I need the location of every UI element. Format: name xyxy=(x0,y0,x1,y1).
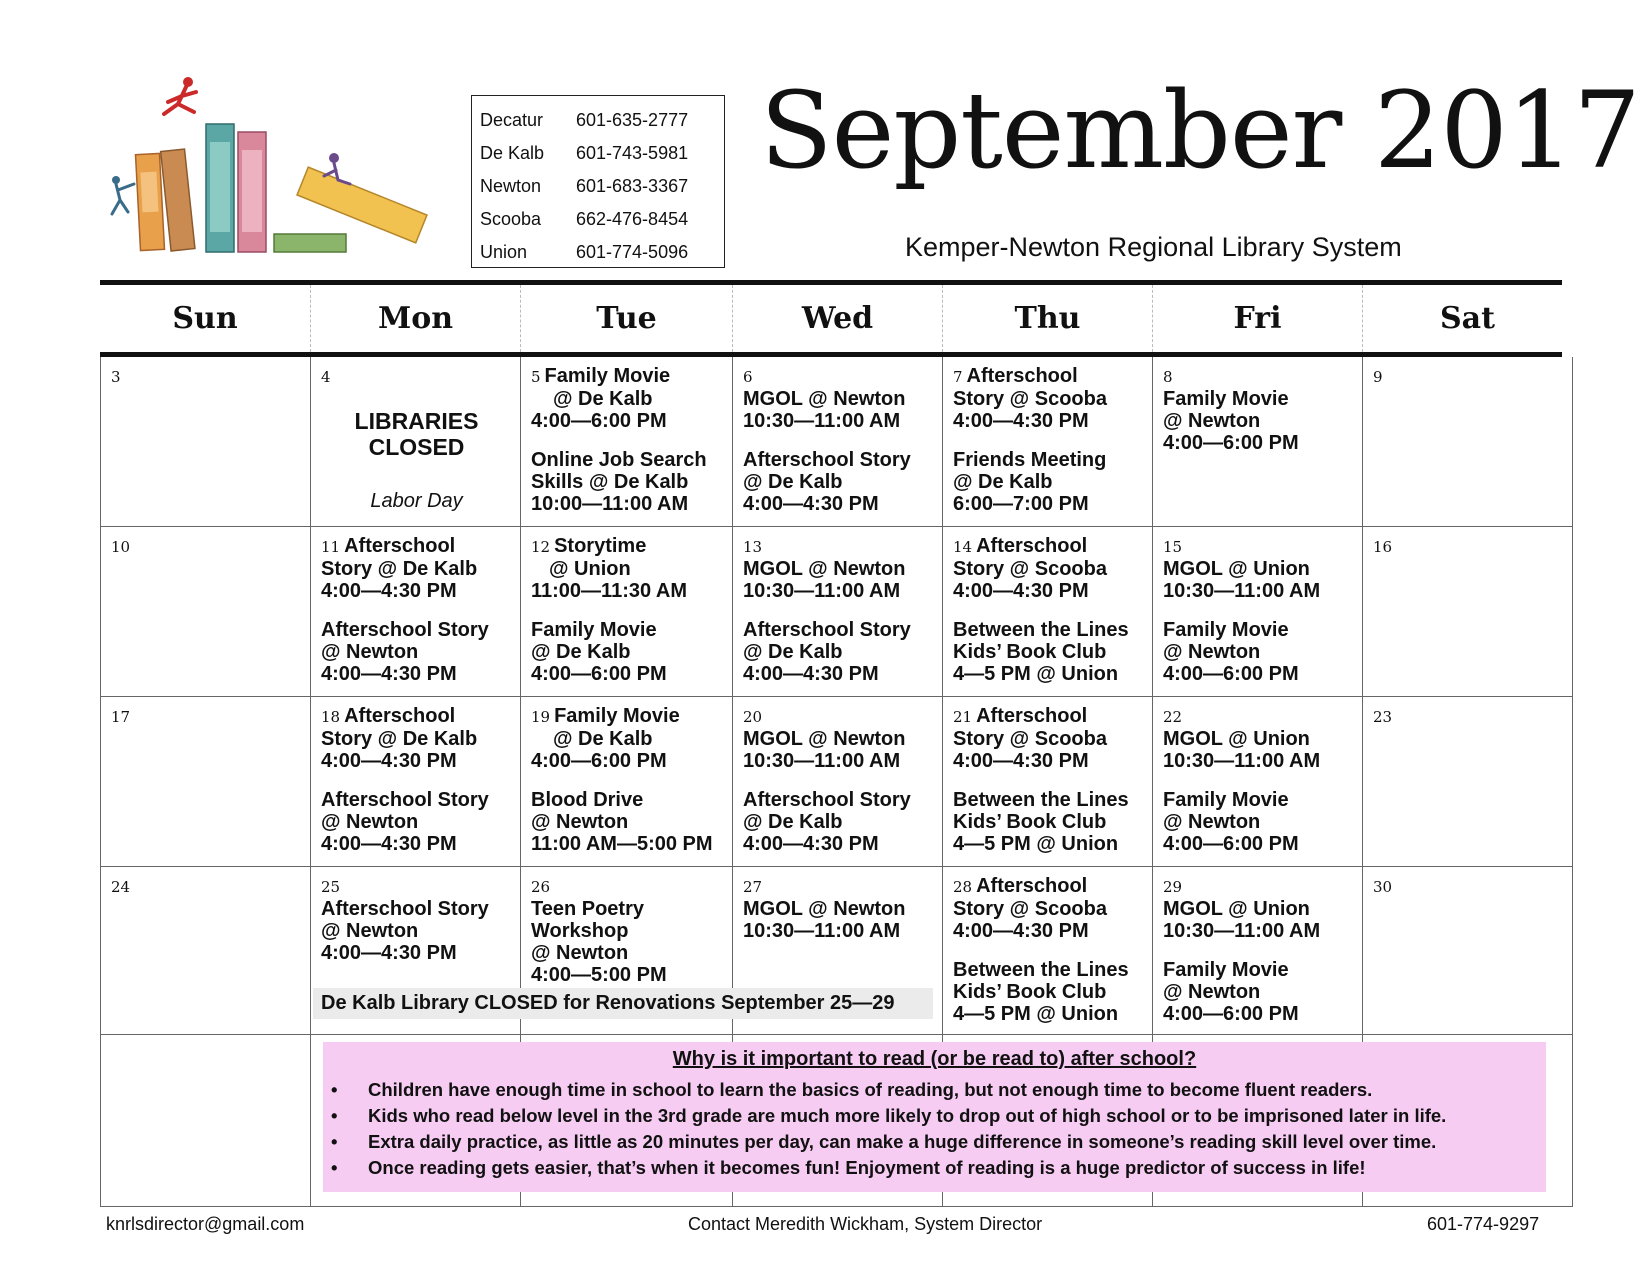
weekday-tue: Tue xyxy=(520,285,732,352)
branch-phone: 662-476-8454 xyxy=(576,209,689,229)
empty-cell xyxy=(101,1035,311,1207)
day-cell xyxy=(943,527,1153,697)
event-line: MGOL @ Newton xyxy=(743,728,906,750)
footer-phone: 601-774-9297 xyxy=(1427,1214,1540,1234)
weekday-mon: Mon xyxy=(310,285,520,352)
day-number: 7 xyxy=(953,368,963,386)
day-number: 29 xyxy=(1163,878,1183,896)
event-line: @ Newton xyxy=(1163,811,1261,833)
day-number: 13 xyxy=(743,538,763,556)
event-line: 10:30—11:00 AM xyxy=(743,920,901,942)
event-line: Afterschool Story xyxy=(321,619,489,641)
event-spacer xyxy=(953,772,1144,789)
event-line: 11:00 AM—5:00 PM xyxy=(531,833,713,855)
weekday-wed: Wed xyxy=(732,285,942,352)
tip-text xyxy=(368,1079,1372,1101)
branch-name: Union xyxy=(480,242,528,262)
event-line: 10:30—11:00 AM xyxy=(743,750,901,772)
event-spacer xyxy=(1163,772,1354,789)
day-cell xyxy=(521,357,733,527)
bullet-icon: • xyxy=(331,1105,338,1126)
event-spacer xyxy=(1163,602,1354,619)
event-spacer xyxy=(743,602,934,619)
day-cell xyxy=(1363,697,1573,867)
reading-tips-box xyxy=(323,1042,1546,1192)
event-line: Between the Lines xyxy=(953,619,1129,641)
book-brown xyxy=(161,149,195,251)
book-green xyxy=(274,234,346,252)
contact-row xyxy=(480,137,724,170)
bullet-icon: • xyxy=(331,1131,338,1152)
day-number: 28 xyxy=(953,878,973,896)
day-cell xyxy=(101,357,311,527)
event-line: 4:00—4:30 PM xyxy=(953,580,1089,602)
bullet-icon: • xyxy=(331,1157,338,1178)
event-line: @ Newton xyxy=(531,811,629,833)
tip-emphasis: not enough time xyxy=(998,1079,1142,1100)
book-yellow-tilted xyxy=(297,167,427,243)
contact-row xyxy=(480,104,724,137)
book-pink xyxy=(238,132,266,252)
day-cell xyxy=(1363,527,1573,697)
tip-item xyxy=(323,1155,1546,1181)
tip-text-part: Children have enough time in school to learn the basics of reading, but xyxy=(368,1079,999,1100)
event-line: Afterschool Story xyxy=(743,449,911,471)
event-spacer xyxy=(953,602,1144,619)
event-line: Story @ Scooba xyxy=(953,898,1107,920)
event-line: 4:00—6:00 PM xyxy=(531,410,667,432)
event-line: Afterschool Story xyxy=(321,898,489,920)
day-cell xyxy=(943,357,1153,527)
event-spacer xyxy=(953,942,1144,959)
contact-row xyxy=(480,170,724,203)
event-line: Between the Lines xyxy=(953,789,1129,811)
event-line: 4:00—4:30 PM xyxy=(953,410,1089,432)
event-line: Story @ Scooba xyxy=(953,388,1107,410)
event-line: Between the Lines xyxy=(953,959,1129,981)
week-row xyxy=(100,527,1562,697)
event-line: MGOL @ Union xyxy=(1163,898,1310,920)
event-line: Skills @ De Kalb xyxy=(531,471,689,493)
event-line: Blood Drive xyxy=(531,789,644,811)
weekday-sat: Sat xyxy=(1362,285,1572,352)
day-cell xyxy=(311,527,521,697)
tips-list xyxy=(323,1077,1546,1181)
day-cell xyxy=(943,697,1153,867)
tip-text xyxy=(368,1105,1446,1127)
day-number: 6 xyxy=(743,368,753,386)
event-line: Family Movie xyxy=(1163,388,1289,410)
event-spacer xyxy=(321,772,512,789)
event-title: Storytime xyxy=(554,535,647,557)
event-line: 4—5 PM @ Union xyxy=(953,663,1119,685)
event-line: 4—5 PM @ Union xyxy=(953,833,1119,855)
renovation-banner: De Kalb Library CLOSED for Renovations September 25—29 xyxy=(313,988,933,1019)
tip-text-part: Kids who read below level in the 3rd grade are much more likely to drop out of high school or to be imprisoned later in life. xyxy=(368,1105,1447,1126)
event-line: 4:00—4:30 PM xyxy=(321,580,457,602)
branch-name: De Kalb xyxy=(480,143,545,163)
event-line: 4:00—6:00 PM xyxy=(1163,1003,1299,1025)
day-cell xyxy=(1153,867,1363,1035)
tip-item xyxy=(323,1103,1546,1129)
event-line: @ De Kalb xyxy=(743,641,843,663)
tips-heading: Why is it important to read (or be read to) after school? xyxy=(672,1048,1197,1070)
branch-name: Decatur xyxy=(480,110,544,130)
event-line: 11:00—11:30 AM xyxy=(531,580,688,602)
branch-phone: 601-683-3367 xyxy=(576,176,689,196)
book-teal xyxy=(206,124,234,252)
weekday-sun: Sun xyxy=(172,301,238,336)
day-number: 25 xyxy=(321,878,341,896)
event-line: @ De Kalb xyxy=(553,388,653,410)
book-orange xyxy=(136,153,165,250)
day-number: 21 xyxy=(953,708,973,726)
event-spacer xyxy=(1163,942,1354,959)
day-cell xyxy=(1363,357,1573,527)
day-cell xyxy=(521,527,733,697)
tip-text-part: Extra daily practice, as little as 20 minutes per day, can make a huge difference in someone’s reading skill level over time. xyxy=(368,1131,1437,1152)
tip-text-part: to become fluent readers. xyxy=(1142,1079,1373,1100)
page-title: September 2017 xyxy=(760,69,1640,192)
event-title: Afterschool xyxy=(976,875,1088,897)
day-number: 12 xyxy=(531,538,551,556)
day-cell xyxy=(943,867,1153,1035)
week-row xyxy=(100,697,1562,867)
event-line: LIBRARIES xyxy=(354,408,479,434)
event-spacer xyxy=(743,432,934,449)
event-title: Family Movie xyxy=(554,705,680,727)
event-line: Family Movie xyxy=(1163,789,1289,811)
event-line: MGOL @ Newton xyxy=(743,388,906,410)
books-logo xyxy=(98,72,428,268)
day-cell xyxy=(1153,527,1363,697)
day-cell xyxy=(311,357,521,527)
day-number: 5 xyxy=(531,368,541,386)
footer-email[interactable]: knrlsdirector@gmail.com xyxy=(106,1214,305,1234)
tip-text-part: Once reading gets easier, that’s when it becomes fun! Enjoyment of reading is a huge predictor of success in life! xyxy=(368,1157,1366,1178)
event-spacer xyxy=(743,772,934,789)
day-cell xyxy=(101,527,311,697)
day-number: 20 xyxy=(743,708,763,726)
event-title: Afterschool xyxy=(976,705,1088,727)
event-line: 4:00—4:30 PM xyxy=(743,493,879,515)
branch-phone: 601-635-2777 xyxy=(576,110,689,130)
event-line: 4:00—6:00 PM xyxy=(531,663,667,685)
weekday-header xyxy=(100,285,1562,352)
day-cell xyxy=(733,527,943,697)
event-line: 4:00—4:30 PM xyxy=(321,833,457,855)
event-line: 4:00—4:30 PM xyxy=(953,750,1089,772)
day-number: 11 xyxy=(321,538,341,556)
event-line: Story @ De Kalb xyxy=(321,728,478,750)
event-line: Afterschool Story xyxy=(743,619,911,641)
event-line: 10:30—11:00 AM xyxy=(743,580,901,602)
event-line: Story @ De Kalb xyxy=(321,558,478,580)
tip-text xyxy=(368,1131,1436,1153)
event-line: @ Newton xyxy=(321,641,419,663)
day-cell xyxy=(1363,867,1573,1035)
event-line: 4—5 PM @ Union xyxy=(953,1003,1119,1025)
day-cell xyxy=(1153,697,1363,867)
event-line: 4:00—4:30 PM xyxy=(953,920,1089,942)
event-title: Afterschool xyxy=(344,535,456,557)
event-line: MGOL @ Newton xyxy=(743,898,906,920)
event-line: 4:00—6:00 PM xyxy=(1163,432,1299,454)
day-cell xyxy=(101,867,311,1035)
event-line: @ Newton xyxy=(321,920,419,942)
day-cell xyxy=(1153,357,1363,527)
event-spacer xyxy=(531,432,724,449)
day-number: 10 xyxy=(111,538,131,556)
day-number: 9 xyxy=(1373,368,1383,386)
day-number: 14 xyxy=(953,538,973,556)
event-line: 10:30—11:00 AM xyxy=(743,410,901,432)
branch-name: Scooba xyxy=(480,209,542,229)
day-number: 23 xyxy=(1373,708,1393,726)
event-line: @ De Kalb xyxy=(743,471,843,493)
event-line: @ Newton xyxy=(321,811,419,833)
event-spacer xyxy=(531,602,724,619)
day-number: 17 xyxy=(111,708,131,726)
weekday-fri: Fri xyxy=(1152,285,1362,352)
event-line: 10:00—11:00 AM xyxy=(531,493,689,515)
bullet-icon: • xyxy=(331,1079,338,1100)
contact-row xyxy=(480,236,724,269)
week-row xyxy=(100,357,1562,527)
branch-phone: 601-774-5096 xyxy=(576,242,689,262)
event-line: 4:00—4:30 PM xyxy=(321,750,457,772)
day-cell xyxy=(521,697,733,867)
day-number: 18 xyxy=(321,708,341,726)
event-spacer xyxy=(531,772,724,789)
branch-phone-list xyxy=(471,95,725,268)
event-line: Family Movie xyxy=(531,619,657,641)
event-line: Story @ Scooba xyxy=(953,728,1107,750)
event-line: Kids’ Book Club xyxy=(953,981,1107,1003)
event-line: Online Job Search xyxy=(531,449,707,471)
event-title: Afterschool xyxy=(966,365,1078,387)
day-cell xyxy=(311,697,521,867)
tip-item xyxy=(323,1129,1546,1155)
library-system-name: Kemper-Newton Regional Library System xyxy=(905,232,1402,262)
event-line: @ De Kalb xyxy=(953,471,1053,493)
event-spacer xyxy=(321,602,512,619)
day-number: 27 xyxy=(743,878,763,896)
day-number: 30 xyxy=(1373,878,1393,896)
event-line: @ Newton xyxy=(531,942,629,964)
weekday-thu: Thu xyxy=(942,285,1152,352)
day-number: 15 xyxy=(1163,538,1183,556)
day-number: 8 xyxy=(1163,368,1173,386)
day-number: 24 xyxy=(111,878,131,896)
event-line: Story @ Scooba xyxy=(953,558,1107,580)
event-line: 4:00—4:30 PM xyxy=(321,942,457,964)
event-title: Afterschool xyxy=(976,535,1088,557)
event-line: 4:00—4:30 PM xyxy=(743,663,879,685)
branch-phone: 601-743-5981 xyxy=(576,143,689,163)
event-line: 10:30—11:00 AM xyxy=(1163,580,1321,602)
event-line: @ Union xyxy=(549,558,631,580)
event-line: MGOL @ Union xyxy=(1163,728,1310,750)
event-line: MGOL @ Newton xyxy=(743,558,906,580)
event-line: 10:30—11:00 AM xyxy=(1163,920,1321,942)
event-line: @ De Kalb xyxy=(531,641,631,663)
event-title: Family Movie xyxy=(544,365,671,387)
event-line: Kids’ Book Club xyxy=(953,641,1107,663)
tip-item xyxy=(323,1077,1546,1103)
jumping-figure xyxy=(164,77,196,114)
closed-notice xyxy=(321,408,512,460)
event-line: 10:30—11:00 AM xyxy=(1163,750,1321,772)
event-line: Teen Poetry xyxy=(531,898,644,920)
event-line: 4:00—4:30 PM xyxy=(743,833,879,855)
contact-row xyxy=(480,203,724,236)
day-number: 4 xyxy=(321,368,331,386)
tip-text xyxy=(368,1157,1366,1179)
event-line: Afterschool Story xyxy=(321,789,489,811)
event-line: @ De Kalb xyxy=(553,728,653,750)
event-line: 4:00—4:30 PM xyxy=(321,663,457,685)
footer-contact: Contact Meredith Wickham, System Director xyxy=(688,1214,1043,1234)
event-title: Afterschool xyxy=(344,705,456,727)
event-line: 6:00—7:00 PM xyxy=(953,493,1089,515)
day-number: 22 xyxy=(1163,708,1183,726)
event-line: 4:00—6:00 PM xyxy=(1163,663,1299,685)
event-line: Workshop xyxy=(531,920,629,942)
day-cell xyxy=(101,697,311,867)
event-line: Friends Meeting xyxy=(953,449,1107,471)
event-line: Kids’ Book Club xyxy=(953,811,1107,833)
event-line: 4:00—6:00 PM xyxy=(531,750,667,772)
holiday-label: Labor Day xyxy=(370,490,463,512)
event-line: @ Newton xyxy=(1163,981,1261,1003)
day-number: 26 xyxy=(531,878,551,896)
event-line: Family Movie xyxy=(1163,619,1289,641)
event-line: 4:00—6:00 PM xyxy=(1163,833,1299,855)
event-line: Family Movie xyxy=(1163,959,1289,981)
event-line: CLOSED xyxy=(368,434,465,460)
climbing-figure-left xyxy=(112,176,134,214)
event-line: @ Newton xyxy=(1163,410,1261,432)
event-line: MGOL @ Union xyxy=(1163,558,1310,580)
event-line: 4:00—5:00 PM xyxy=(531,964,667,986)
event-line: @ Newton xyxy=(1163,641,1261,663)
day-cell xyxy=(733,357,943,527)
day-number: 3 xyxy=(111,368,121,386)
event-line: @ De Kalb xyxy=(743,811,843,833)
day-cell xyxy=(733,697,943,867)
event-line: Afterschool Story xyxy=(743,789,911,811)
day-number: 16 xyxy=(1373,538,1393,556)
event-spacer xyxy=(953,432,1144,449)
day-number: 19 xyxy=(531,708,551,726)
branch-name: Newton xyxy=(480,176,542,196)
